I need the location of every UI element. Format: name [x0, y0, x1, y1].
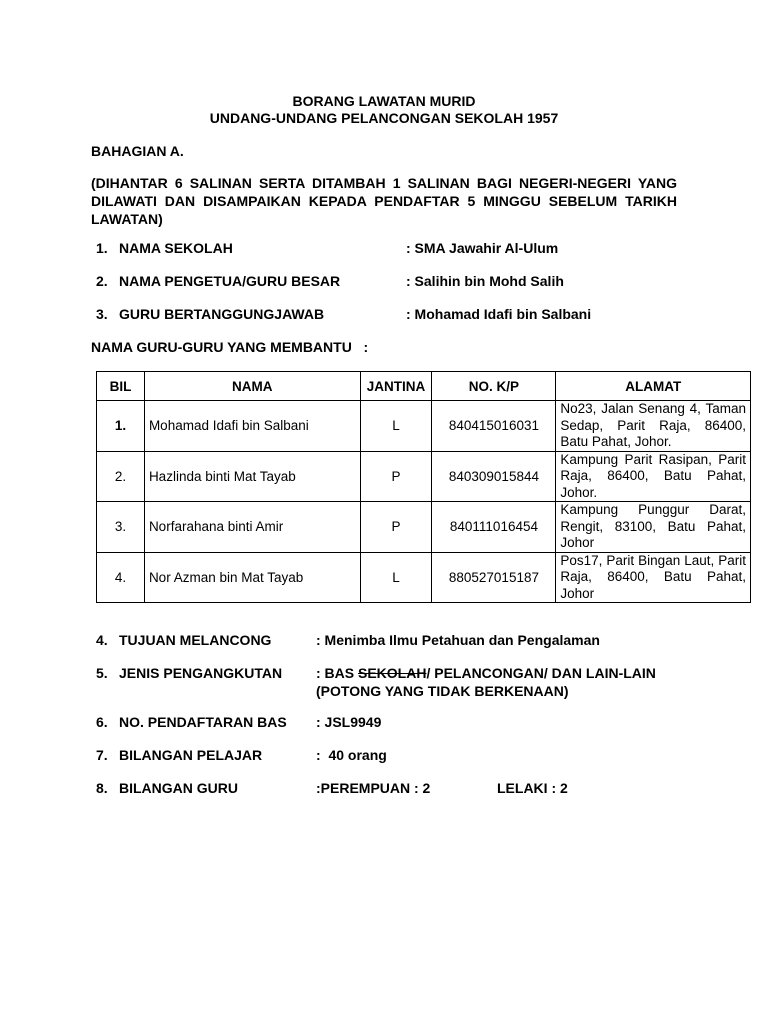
field-num-6: 6. [96, 714, 108, 730]
field-label-bus-registration: NO. PENDAFTARAN BAS [119, 714, 287, 730]
cell-kp: 880527015187 [432, 552, 556, 603]
field-num-1: 1. [96, 240, 108, 256]
cell-nama: Mohamad Idafi bin Salbani [144, 401, 360, 452]
transport-prefix: : BAS [316, 665, 358, 681]
cell-alamat: Kampung Parit Rasipan, Parit Raja, 86400, Batu Pahat, Johor. [556, 451, 751, 502]
field-value-transport [316, 665, 656, 681]
field-value-female-teachers: :PEREMPUAN : 2 [316, 780, 431, 796]
table-row [97, 502, 751, 553]
field-value-teacher-in-charge: : Mohamad Idafi bin Salbani [406, 306, 592, 322]
field-value-purpose: : Menimba Ilmu Petahuan dan Pengalaman [316, 632, 600, 648]
form-subtitle: UNDANG-UNDANG PELANCONGAN SEKOLAH 1957 [209, 110, 559, 126]
header-nama: NAMA [144, 372, 360, 401]
header-alamat: ALAMAT [556, 372, 751, 401]
field-num-7: 7. [96, 747, 108, 763]
cell-alamat: Pos17, Parit Bingan Laut, Parit Raja, 86400, Batu Pahat, Johor [556, 552, 751, 603]
header-kp: NO. K/P [432, 372, 556, 401]
cell-nama: Nor Azman bin Mat Tayab [144, 552, 360, 603]
cell-kp: 840415016031 [432, 401, 556, 452]
field-value-principal: : Salihin bin Mohd Salih [406, 273, 564, 289]
cell-nama: Hazlinda binti Mat Tayab [144, 451, 360, 502]
field-num-4: 4. [96, 632, 108, 648]
form-title: BORANG LAWATAN MURID [292, 93, 476, 109]
cell-kp: 840111016454 [432, 502, 556, 553]
helpers-table [96, 371, 751, 603]
cell-bil: 3. [97, 502, 145, 553]
header-bil: BIL [97, 372, 145, 401]
field-label-transport: JENIS PENGANGKUTAN [119, 665, 283, 681]
field-label-teacher-count: BILANGAN GURU [119, 780, 238, 796]
field-label-student-count: BILANGAN PELAJAR [119, 747, 263, 763]
section-heading: BAHAGIAN A. [91, 143, 184, 159]
cell-alamat: Kampung Punggur Darat, Rengit, 83100, Batu Pahat, Johor [556, 502, 751, 553]
cell-jantina: L [360, 401, 432, 452]
helpers-heading: NAMA GURU-GURU YANG MEMBANTU : [91, 339, 369, 355]
cell-nama: Norfarahana binti Amir [144, 502, 360, 553]
field-num-5: 5. [96, 665, 108, 681]
field-num-8: 8. [96, 780, 108, 796]
header-jantina: JANTINA [360, 372, 432, 401]
cell-jantina: P [360, 451, 432, 502]
table-row [97, 552, 751, 603]
transport-note: (POTONG YANG TIDAK BERKENAAN) [316, 683, 569, 699]
field-value-school: : SMA Jawahir Al-Ulum [406, 240, 559, 256]
submission-notice: (DIHANTAR 6 SALINAN SERTA DITAMBAH 1 SALINAN BAGI NEGERI-NEGERI YANG DILAWATI DAN DISAMPAIKAN KEPADA PENDAFTAR 5 MINGGU SEBELUM TARIKH LAWATAN) [91, 175, 677, 227]
cell-bil: 4. [97, 552, 145, 603]
table-row [97, 401, 751, 452]
transport-options: / PELANCONGAN/ DAN LAIN-LAIN [426, 665, 656, 681]
field-num-3: 3. [96, 306, 108, 322]
cell-kp: 840309015844 [432, 451, 556, 502]
field-value-male-teachers: LELAKI : 2 [497, 780, 568, 796]
cell-jantina: L [360, 552, 432, 603]
field-label-purpose: TUJUAN MELANCONG [119, 632, 272, 648]
field-value-student-count: : 40 orang [316, 747, 387, 763]
field-label-principal: NAMA PENGETUA/GURU BESAR [119, 273, 341, 289]
cell-bil: 2. [97, 451, 145, 502]
cell-bil: 1. [97, 401, 145, 452]
transport-struck-option: SEKOLAH [358, 665, 427, 681]
table-header-row [97, 372, 751, 401]
field-num-2: 2. [96, 273, 108, 289]
field-value-bus-registration: : JSL9949 [316, 714, 382, 730]
table-row [97, 451, 751, 502]
field-label-teacher-in-charge: GURU BERTANGGUNGJAWAB [119, 306, 325, 322]
cell-jantina: P [360, 502, 432, 553]
field-label-school: NAMA SEKOLAH [119, 240, 233, 256]
cell-alamat: No23, Jalan Senang 4, Taman Sedap, Parit Raja, 86400, Batu Pahat, Johor. [556, 401, 751, 452]
